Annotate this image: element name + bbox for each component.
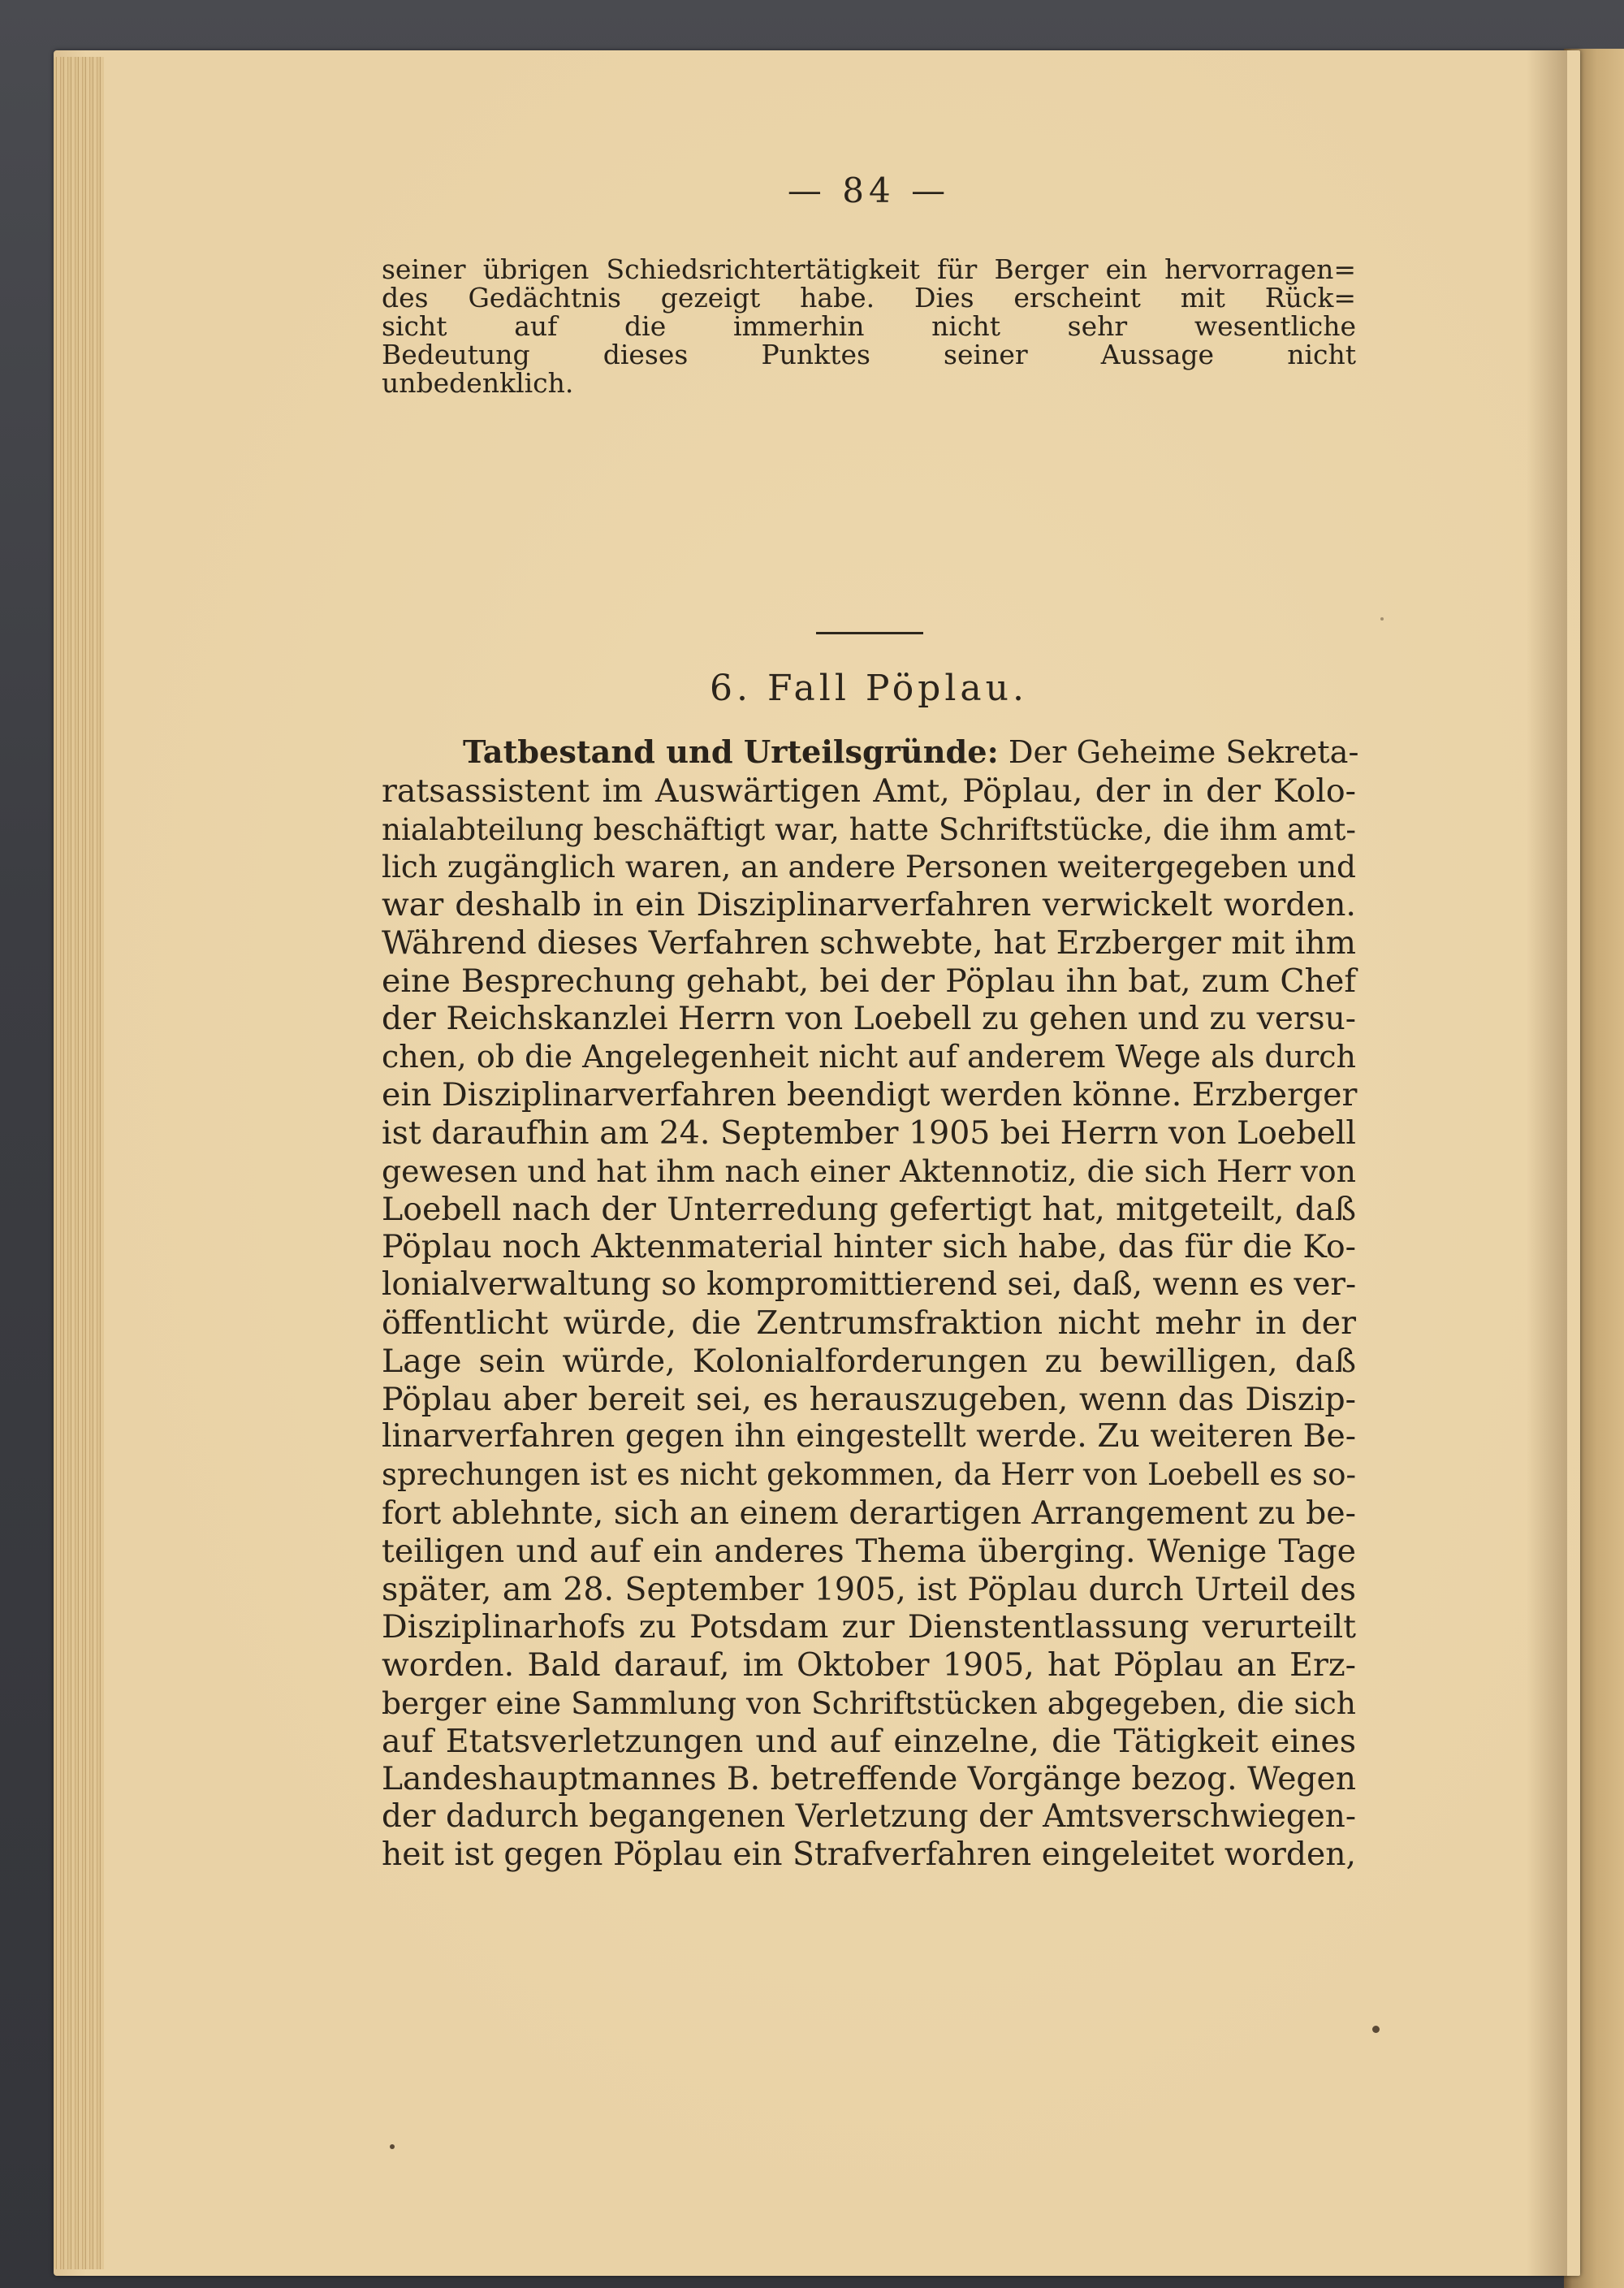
text-line: seiner übrigen Schiedsrichtertätigkeit für Berger ein hervorragen= xyxy=(382,253,1356,285)
text-line: Landeshauptmannes B. betreffende Vorgänge bezog. Wegen xyxy=(382,1760,1356,1797)
text-line: war deshalb in ein Disziplinarverfahren verwickelt worden. xyxy=(382,886,1356,924)
text-line: Während dieses Verfahren schwebte, hat Erzberger mit ihm xyxy=(382,923,1356,962)
text-line: heit ist gegen Pöplau ein Strafverfahren eingeleitet worden, xyxy=(382,1836,1356,1874)
text-line: nialabteilung beschäftigt war, hatte Schriftstücke, die ihm amt- xyxy=(382,811,1356,847)
text-line: sprechungen ist es nicht gekommen, da Herr von Loebell es so- xyxy=(382,1457,1356,1493)
paper-speck xyxy=(1380,617,1384,621)
text-line: öffentlicht würde, die Zentrumsfraktion nicht mehr in der xyxy=(382,1304,1356,1342)
text-line: der dadurch begangenen Verletzung der Amtsverschwiegen- xyxy=(382,1798,1356,1836)
text-line: Lage sein würde, Kolonialforderungen zu bewilligen, daß xyxy=(382,1342,1356,1380)
text-line: ratsassistent im Auswärtigen Amt, Pöplau, der in der Kolo- xyxy=(382,772,1356,810)
text-line: später, am 28. September 1905, ist Pöplau durch Urteil des xyxy=(382,1570,1356,1608)
gutter-shadow xyxy=(1527,50,1567,2276)
paper-speck xyxy=(1372,2026,1380,2033)
page-number: — 84 — xyxy=(787,171,951,210)
text-line: gewesen und hat ihm nach einer Aktennotiz, die sich Herr von xyxy=(382,1153,1356,1189)
text-line: Pöplau noch Aktenmaterial hinter sich habe, das für die Ko- xyxy=(382,1228,1356,1266)
text-line: berger eine Sammlung von Schriftstücken abgegeben, die sich xyxy=(382,1685,1356,1721)
text-line-rest: Der Geheime Sekreta- xyxy=(998,734,1359,771)
text-line: worden. Bald darauf, im Oktober 1905, hat Pöplau an Erz- xyxy=(382,1646,1356,1685)
section-heading: 6. Fall Pöplau. xyxy=(710,668,1028,709)
text-line: unbedenklich. xyxy=(382,367,574,399)
section-body xyxy=(382,734,1359,1875)
text-line: sicht auf die immerhin nicht sehr wesentliche xyxy=(382,310,1356,342)
text-line: Disziplinarhofs zu Potsdam zur Dienstentlassung verurteilt xyxy=(382,1608,1356,1646)
text-line: Pöplau aber bereit sei, es herauszugeben, wenn das Diszip- xyxy=(382,1380,1356,1418)
text-line: Loebell nach der Unterredung gefertigt hat, mitgeteilt, daß xyxy=(382,1190,1356,1228)
text-line: Bedeutung dieses Punktes seiner Aussage nicht xyxy=(382,339,1356,370)
text-line: ist daraufhin am 24. September 1905 bei Herrn von Loebell xyxy=(382,1114,1356,1152)
section-lead: Tatbestand und Urteilsgründe: xyxy=(463,734,999,771)
text-line: der Reichskanzlei Herrn von Loebell zu gehen und zu versu- xyxy=(382,1000,1356,1037)
text-line: teiligen und auf ein anderes Thema überging. Wenige Tage xyxy=(382,1532,1356,1570)
intro-paragraph xyxy=(382,255,1356,397)
paper-speck xyxy=(390,2144,395,2149)
text-line: des Gedächtnis gezeigt habe. Dies erscheint mit Rück= xyxy=(382,282,1356,314)
text-line: ein Disziplinarverfahren beendigt werden könne. Erzberger xyxy=(382,1076,1358,1114)
text-line: lonialverwaltung so kompromittierend sei, daß, wenn es ver- xyxy=(382,1266,1357,1304)
text-line: eine Besprechung gehabt, bei der Pöplau ihn bat, zum Chef xyxy=(382,962,1356,1000)
section-divider xyxy=(816,632,923,634)
text-line: fort ablehnte, sich an einem derartigen Arrangement zu be- xyxy=(382,1494,1356,1532)
text-line: linarverfahren gegen ihn eingestellt werde. Zu weiteren Be- xyxy=(382,1418,1356,1455)
stacked-page-edges xyxy=(54,57,104,2269)
text-line xyxy=(382,734,1359,772)
text-line: chen, ob die Angelegenheit nicht auf anderem Wege als durch xyxy=(382,1039,1356,1075)
text-line: auf Etatsverletzungen und auf einzelne, die Tätigkeit eines xyxy=(382,1722,1356,1760)
text-line: lich zugänglich waren, an andere Personen weitergegeben und xyxy=(382,849,1356,885)
